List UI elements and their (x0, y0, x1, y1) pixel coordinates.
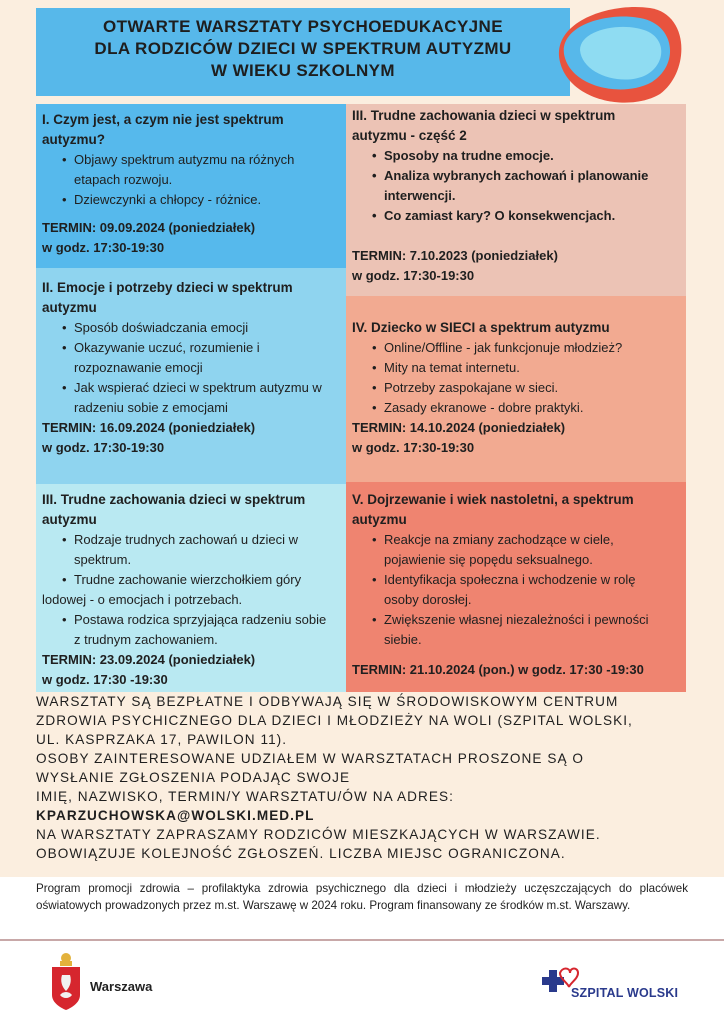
title-line-2: DLA RODZICÓW DZIECI W SPEKTRUM AUTYZMU (94, 39, 512, 58)
list-item: • Zasady ekranowe - dobre praktyki. (352, 398, 678, 418)
list-item: • Mity na temat internetu. (352, 358, 678, 378)
list-item: • Identyfikacja społeczna i wchodzenie w rolę osoby dorosłej. (352, 570, 678, 610)
list-item: • Objawy spektrum autyzmu na różnych etapach rozwoju. (42, 150, 338, 190)
title-line-3: W WIEKU SZKOLNYM (211, 61, 395, 80)
session-5-panel (346, 296, 686, 482)
list-item: • Zwiększenie własnej niezależności i pewności siebie. (352, 610, 678, 650)
szpital-wolski-logo-text: SZPITAL WOLSKI (571, 986, 679, 1000)
session-2-heading: II. Emocje i potrzeby dzieci w spektrum autyzmu (42, 280, 293, 315)
session-3-term: TERMIN: 23.09.2024 (poniedziałek) w godz. 17:30 -19:30 (42, 652, 256, 687)
session-4-panel (346, 104, 686, 296)
decorative-blobs-icon (540, 2, 690, 106)
session-1-topics (42, 150, 338, 210)
list-item: • Okazywanie uczuć, rozumienie i rozpoznawanie emocji (42, 338, 338, 378)
list-item: • Co zamiast kary? O konsekwencjach. (352, 206, 678, 226)
list-item: • Potrzeby zaspokajane w sieci. (352, 378, 678, 398)
session-6-heading: V. Dojrzewanie i wiek nastoletni, a spektrum autyzmu (352, 492, 634, 527)
warszawa-crest-icon (50, 951, 82, 1011)
session-1-panel (36, 104, 346, 268)
warszawa-logo-text: Warszawa (90, 979, 153, 994)
session-6-topics (352, 530, 678, 650)
list-item: • Jak wspierać dzieci w spektrum autyzmu w radzeniu sobie z emocjami (42, 378, 338, 418)
session-3-topics (42, 530, 338, 650)
session-2-topics (42, 318, 338, 418)
session-3-heading: III. Trudne zachowania dzieci w spektrum autyzmu (42, 492, 306, 527)
session-2-term: TERMIN: 16.09.2024 (poniedziałek) w godz. 17:30-19:30 (42, 420, 256, 455)
session-4-term: TERMIN: 7.10.2023 (poniedziałek) w godz. 17:30-19:30 (352, 248, 558, 283)
list-item: • Reakcje na zmiany zachodzące w ciele, pojawienie się popędu seksualnego. (352, 530, 678, 570)
program-note: Program promocji zdrowia – profilaktyka zdrowia psychicznego dla dzieci i młodzieży uczęszczających do placówek oświatowych prowadzonych przez m.st. Warszawę w 2024 roku. Program finansowany ze środków m.st. Warszawy. (0, 877, 724, 939)
session-6-term: TERMIN: 21.10.2024 (pon.) w godz. 17:30 -19:30 (352, 662, 644, 677)
session-5-topics (352, 338, 678, 418)
list-item: • Dziewczynki a chłopcy - różnice. (42, 190, 338, 210)
poster-title (36, 8, 570, 96)
list-item: • Online/Offline - jak funkcjonuje młodzież? (352, 338, 678, 358)
contact-email-link[interactable]: KPARZUCHOWSKA@WOLSKI.MED.PL (36, 808, 315, 823)
list-item: • Trudne zachowanie wierzchołkiem góry lodowej - o emocjach i potrzebach. (42, 570, 338, 610)
session-1-term: TERMIN: 09.09.2024 (poniedziałek) w godz. 17:30-19:30 (42, 220, 256, 255)
session-5-heading: IV. Dziecko w SIECI a spektrum autyzmu (352, 320, 610, 335)
session-5-term: TERMIN: 14.10.2024 (poniedziałek) w godz. 17:30-19:30 (352, 420, 566, 455)
title-line-1: OTWARTE WARSZTATY PSYCHOEDUKACYJNE (103, 17, 503, 36)
session-4-heading: III. Trudne zachowania dzieci w spektrum autyzmu - część 2 (352, 108, 616, 143)
session-2-panel (36, 268, 346, 484)
list-item: • Sposoby na trudne emocje. (352, 146, 678, 166)
session-4-topics (352, 146, 678, 226)
list-item: • Rodzaje trudnych zachowań u dzieci w spektrum. (42, 530, 338, 570)
list-item: • Sposób doświadczania emocji (42, 318, 338, 338)
registration-info: WARSZTATY SĄ BEZPŁATNE I ODBYWAJĄ SIĘ W ŚRODOWISKOWYM CENTRUM ZDROWIA PSYCHICZNEGO DLA DZIECI I MŁODZIEŻY NA WOLI (SZPITAL WOLSKI, UL. KASPRZAKA 17, PAWILON 11). OSOBY ZAINTERESOWANE UDZIAŁEM W WARSZTATACH PROSZONE SĄ O WYSŁANIE ZGŁOSZENIA PODAJĄC SWOJE IMIĘ, NAZWISKO, TERMIN/Y WARSZTATU/ÓW NA ADRES: KPARZUCHOWSKA@WOLSKI.MED.PL NA WARSZTATY ZAPRASZAMY RODZICÓW MIESZKAJĄCYCH W WARSZAWIE. OBOWIĄZUJE KOLEJNOŚĆ ZGŁOSZEŃ. LICZBA MIEJSC OGRANICZONA. (36, 692, 686, 863)
session-1-heading: I. Czym jest, a czym nie jest spektrum autyzmu? (42, 112, 284, 147)
footer (0, 941, 724, 1024)
list-item: • Postawa rodzica sprzyjająca radzeniu sobie z trudnym zachowaniem. (42, 610, 338, 650)
session-3-panel (36, 484, 346, 692)
list-item: • Analiza wybranych zachowań i planowanie interwencji. (352, 166, 678, 206)
session-6-panel (346, 482, 686, 692)
